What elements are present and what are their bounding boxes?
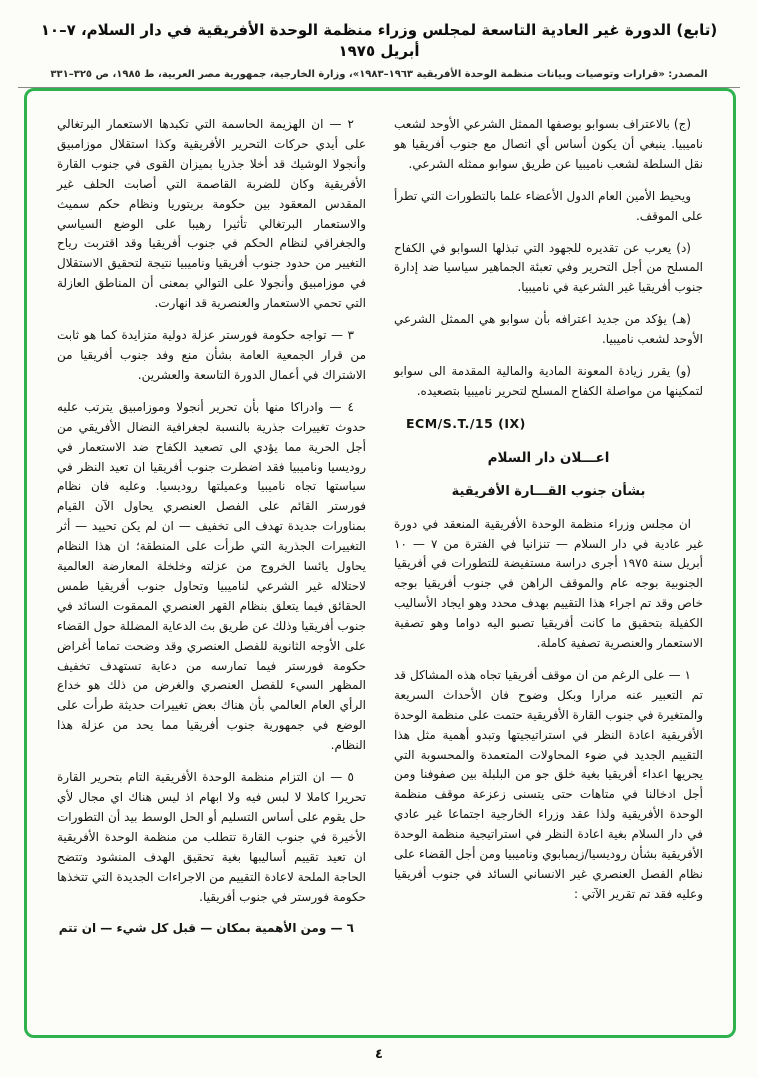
- paragraph-item-1: ١ — على الرغم من ان موقف أفريقيا تجاه هذه المشاكل قد تم التعبير عنه مرارا وبكل وضوح فان الأحداث السريعة والمتغيرة في جنوب القارة الأفريقية حتمت على منظمة الوحدة الأفريقية اعادة النظر في استراتيجيتها وتبدو أهمية مثل هذا التقييم الجديد في ضوء المحاولات المتعمدة والمحسوبة التي يجريها اعداء أفريقيا بغية خلق جو من البلبلة بين صفوفنا ومن أجل ادخالنا في متاهات حتى يتسنى زعزعة موقف منظمة الوحدة الأفريقية ولذا عقد وزراء الخارجية اجتماعا غير عادي في دار السلام بغية اعادة النظر في استراتيجية منظمة الوحدة الأفريقية بشأن روديسيا/زيمبابوي وناميبيا ومن أجل القضاء على نظام الفصل العنصري غير الانساني السائد في جنوب أفريقيا وعليه فقد تم تقرير الآتي :: [394, 667, 703, 901]
- column-left: [57, 115, 366, 1015]
- paragraph-dal: (د) يعرب عن تقديره للجهود التي تبذلها السوابو في الكفاح المسلح من أجل التحرير وفي تعبئة الجماهير سياسيا ضد إدارة جنوب أفريقيا غير الشرعية في ناميبيا.: [394, 240, 703, 295]
- document-title: (تابع) الدورة غير العادية التاسعة لمجلس وزراء منظمة الوحدة الأفريقية في دار السلام، ٧–١٠ أبريل ١٩٧٥: [40, 21, 718, 60]
- document-source-line: المصدر: «قرارات وتوصيات وبيانات منظمة الوحدة الأفريقية ١٩٦٣–١٩٨٣»، وزارة الخارجية، جمهورية مصر العربية، ط ١٩٨٥، ص ٣٢٥–٣٣١: [50, 69, 708, 80]
- paragraph-waw: (و) يقرر زيادة المعونة المادية والمالية المقدمة الى سوابو لتمكينها من مواصلة الكفاح المسلح لتحرير ناميبيا بتصعيده.: [394, 364, 703, 398]
- section-heading-declaration: اعـــلان دار السلام: [487, 449, 610, 466]
- document-reference-code: ECM/S.T./15 (IX): [406, 415, 526, 431]
- content-box: [24, 88, 736, 1038]
- paragraph-ha: (هـ) يؤكد من جديد اعترافه بأن سوابو هي الممثل الشرعي الأوحد لشعب ناميبيا.: [394, 312, 703, 347]
- paragraph-item-3: ٣ — تواجه حكومة فورستر عزلة دولية متزايدة كما هو ثابت من قرار الجمعية العامة بشأن منع وفد جنوب أفريقيا من الاشتراك في أعمال الدورة التاسعة والعشرين.: [57, 328, 366, 382]
- column-right: [394, 115, 703, 1015]
- paragraph-intro: ان مجلس وزراء منظمة الوحدة الأفريقية المنعقد في دورة غير عادية في دار السلام — تنزانيا في الفترة من ٧ — ١٠ أبريل سنة ١٩٧٥ أجرى دراسة مستفيضة للتطورات في أفريقيا الجنوبية بوجه عام والموقف الراهن في جنوب أفريقيا بوجه خاص وقد تم اجراء هذا التقييم بهدف محدد وهو ايجاد الأساليب الكفيلة بتحقيق ما كانت أفريقيا تصبو اليه دواما وهو تصفية الاستعمار والعنصرية تصفية كاملة.: [394, 516, 703, 651]
- paragraph-item-4: ٤ — وادراكا منها بأن تحرير أنجولا وموزامبيق يترتب عليه حدوث تغييرات جذرية بالنسبة لجغرافية النضال الأفريقي من أجل الحرية مما يؤدي الى تصعيد الكفاح ضد الاستعمار في روديسيا وناميبيا فقد اضطرت جنوب أفريقيا ان تعيد النظر في سياستها تجاه ناميبيا وعميلتها روديسيا. وعليه فان نظام فورستر القائم على الفصل العنصري يحاول الآن القيام بمناورات جديدة تهدف الى تخفيف — ان لم يكن تحييد — أثر التغييرات الجذرية التي طرأت على المنطقة؛ ان هذا النظام يحاول يائسا الخروج من عزلته وخلخلة المعارضة العالمية لاحتلاله غير الشرعي لناميبيا وتحاول جنوب أفريقيا طمس الحقائق فيما يتعلق بنظام القهر العنصري الممقوت السائد في جنوب أفريقيا وذلك عن طريق بث الدعاية المضللة حول القضاء على الأوجه الثانوية للفصل العنصري وقد وضحت تماما أغراض حكومة فورستر فيما تمارسه من دعاية تستهدف تخفيف المظهر السيء للفصل العنصري والغرض من ذلك هو خداع الرأي العام العالمي بأن هناك بعض تغييرات حديثة طرأت على الوضع في جمهورية جنوب أفريقيا مما يحد من عزلة هذا النظام.: [57, 399, 366, 753]
- document-header: [0, 0, 758, 88]
- paragraph-item-5: ٥ — ان التزام منظمة الوحدة الأفريقية التام بتحرير القارة تحريرا كاملا لا لبس فيه ولا ابهام اذ ليس هناك اي مجال لأي حل يقوم على أساس التسليم أو الحل الوسط بيد أن التطورات الأخيرة في جنوب القارة تتطلب من منظمة الوحدة الأفريقية ان تعيد تقييم أساليبها بغية تحقيق الهدف المنشود وتتضح الحاجة الملحة لاعادة التقييم من الاجراءات الجديدة التي تتخذها حكومة فورستر في جنوب أفريقيا.: [57, 770, 366, 904]
- paragraph-item-6: ٦ — ومن الأهمية بمكان — قبل كل شيء — ان تتم: [58, 921, 354, 936]
- two-column-layout: [57, 115, 703, 1015]
- paragraph-jeem: (ج) بالاعتراف بسوابو بوصفها الممثل الشرعي الأوحد لشعب ناميبيا. ينبغي أن يكون أساس أي اتصال مع جنوب أفريقيا هو نقل السلطة لشعب ناميبيا عن طريق سوابو ممثله الشرعي.: [394, 117, 703, 171]
- section-subheading-southern-africa: بشأن جنوب القـــارة الأفريقية: [451, 484, 646, 500]
- page-number: ٤: [375, 1047, 383, 1062]
- paragraph-secretary-note: ويحيط الأمين العام الدول الأعضاء علما بالتطورات التي تطرأ على الموقف.: [394, 188, 703, 223]
- paragraph-item-2: ٢ — ان الهزيمة الحاسمة التي تكبدها الاستعمار البرتغالي على أيدي حركات التحرير الأفريقية وكذا استقلال موزامبيق وأنجولا الوشيك قد أخلا جذريا بميزان القوى في جنوب القارة الأفريقية وكان للضربة القاصمة التي أصابت الحلف غير المقدس المعقود بين حكومة بريتوريا ونظام حكم سميث والاستعمار البرتغالي تأثيرا رهيبا على الوضع السياسي والجغرافي لنظام الحكم في جنوب أفريقيا وقد اقتربت رياح التغيير من حدود جنوب أفريقيا وناميبيا نتيجة لتحقيق الاستقلال في موزامبيق وأنجولا على التوالي بمعنى أن المناطق العازلة التي تحمي الاستعمار والعنصرية قد انهارت.: [57, 117, 366, 311]
